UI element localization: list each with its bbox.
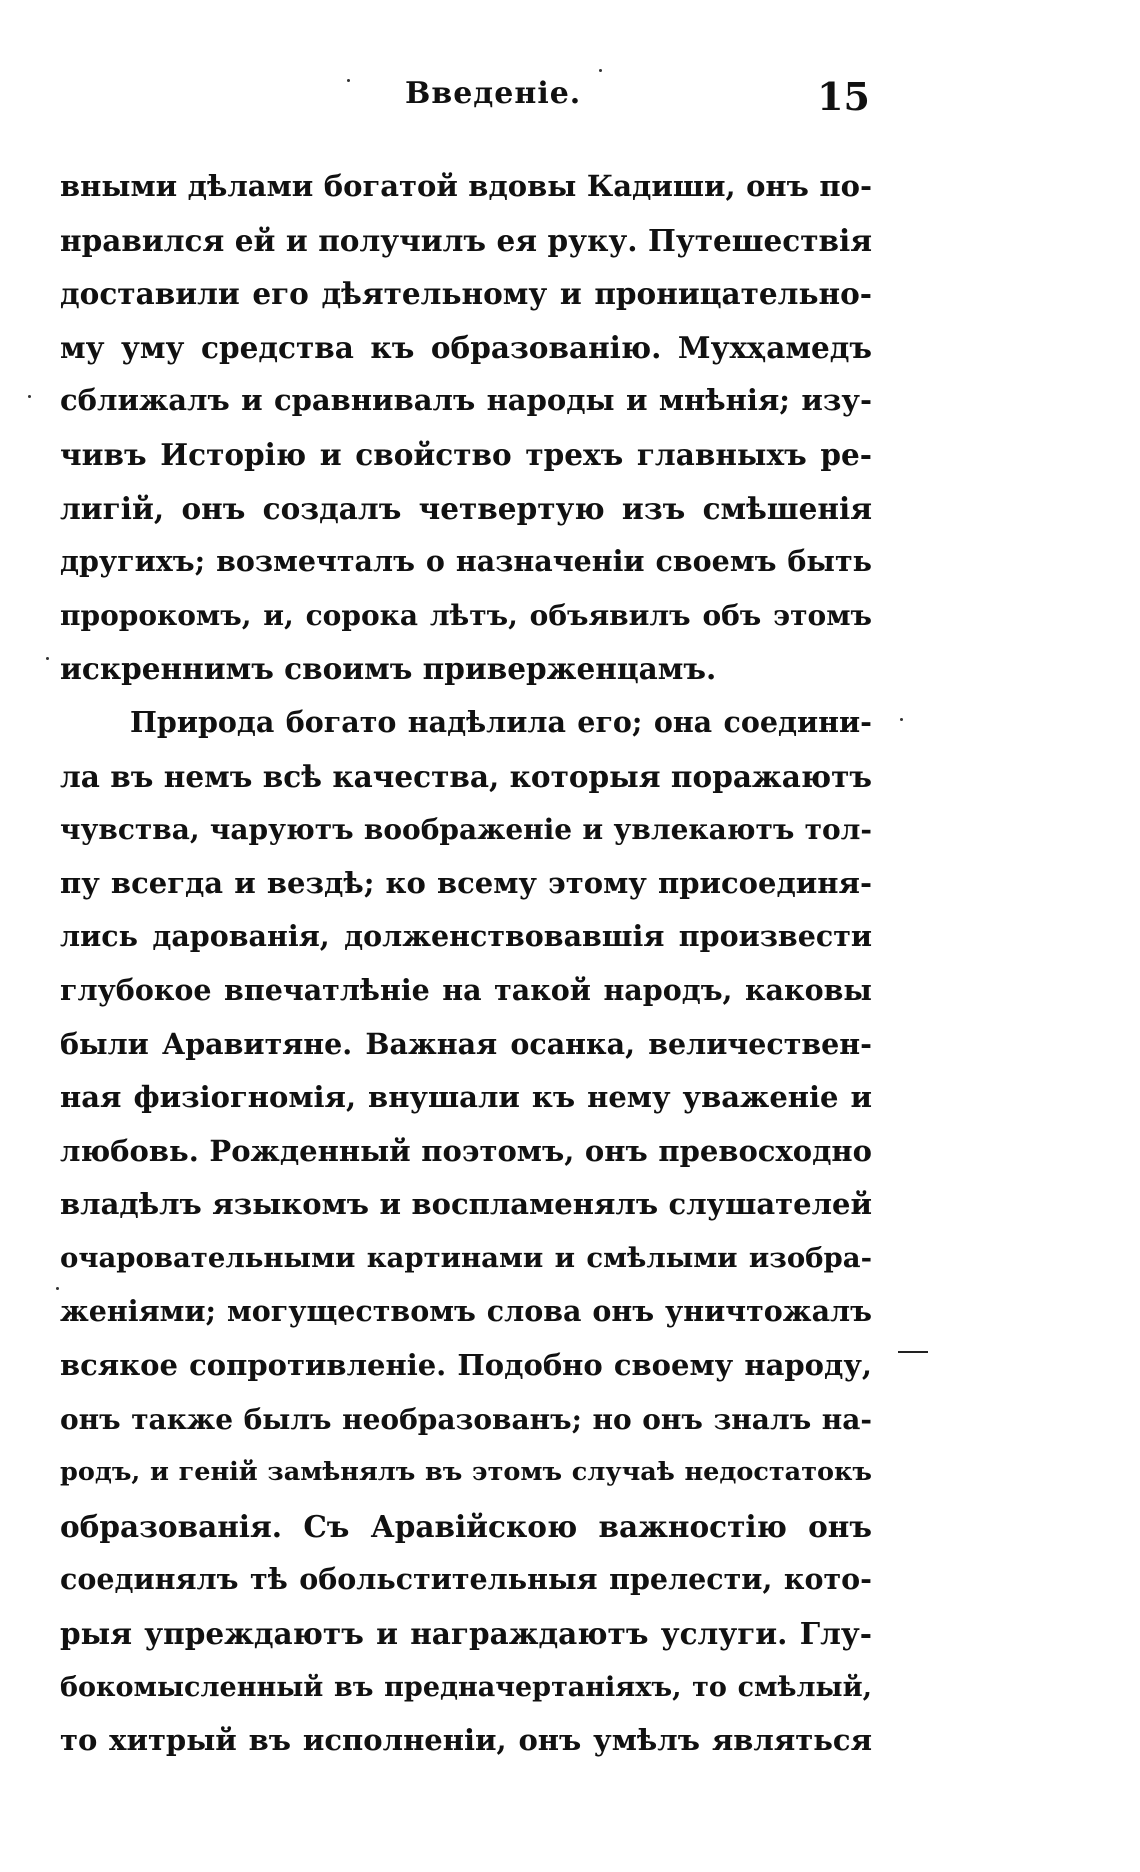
margin-dash-mark	[898, 1351, 928, 1353]
print-speck	[56, 1287, 59, 1290]
print-speck	[347, 79, 350, 82]
text-line: бокомысленный въ предначертаніяхъ, то смѣлый,	[60, 1671, 872, 1703]
text-line: лигій, онъ создалъ четвертую изъ смѣшенія	[60, 490, 872, 526]
text-line: всякое сопротивленіе. Подобно своему народу,	[60, 1348, 872, 1383]
text-line: женіями; могуществомъ слова онъ уничтожалъ	[60, 1294, 872, 1329]
text-line: искреннимъ своимъ приверженцамъ.	[60, 651, 717, 687]
running-head	[60, 76, 870, 126]
text-line: соединялъ тѣ обольстительныя прелести, кото-	[60, 1562, 872, 1597]
text-line: родъ, и геній замѣнялъ въ этомъ случаѣ недостатокъ	[60, 1457, 872, 1488]
text-line: му уму средства къ образованію. Мухҳамедъ	[60, 329, 872, 365]
text-line: сближалъ и сравнивалъ народы и мнѣнія; изу-	[60, 383, 872, 418]
body-text	[60, 160, 872, 1768]
text-line: были Аравитяне. Важная осанка, величествен-	[60, 1026, 872, 1061]
paragraph-start-line: Природа богато надѣлила его; она соедини-	[130, 704, 872, 739]
text-line: доставили его дѣятельному и проницательно-	[60, 276, 872, 312]
text-line: владѣлъ языкомъ и воспламенялъ слушателей	[60, 1187, 872, 1222]
text-line: пу всегда и вездѣ; ко всему этому присоединя-	[60, 865, 872, 900]
text-line: нравился ей и получилъ ея руку. Путешествія	[60, 222, 872, 258]
text-line: глубокое впечатлѣніе на такой народъ, каковы	[60, 972, 872, 1007]
text-line: ла въ немъ всѣ качества, которыя поражаютъ	[60, 758, 872, 794]
text-line: чувства, чаруютъ воображеніе и увлекаютъ тол-	[60, 813, 872, 847]
text-line: очаровательными картинами и смѣлыми изобра-	[60, 1241, 872, 1274]
running-head-title: Введеніе.	[405, 76, 582, 111]
text-line: чивъ Исторію и свойство трехъ главныхъ ре-	[60, 436, 872, 472]
text-line: любовь. Рожденный поэтомъ, онъ превосходно	[60, 1133, 872, 1168]
text-line: лись дарованія, долженствовавшія произвести	[60, 919, 872, 954]
page-number: 15	[817, 74, 870, 119]
text-line: вными дѣлами богатой вдовы Кадиши, онъ по-	[60, 169, 872, 203]
print-speck	[28, 395, 31, 398]
text-line: рыя упреждаютъ и награждаютъ услуги. Глу-	[60, 1616, 872, 1652]
text-line: то хитрый въ исполненіи, онъ умѣлъ являться	[60, 1723, 872, 1758]
print-speck	[46, 657, 49, 660]
print-speck	[599, 69, 602, 72]
text-line: ная физіогномія, внушали къ нему уваженіе и	[60, 1080, 872, 1115]
text-line: образованія. Съ Аравійскою важностію онъ	[60, 1508, 872, 1544]
text-line: онъ также былъ необразованъ; но онъ зналъ на-	[60, 1402, 872, 1436]
print-speck	[900, 718, 903, 721]
text-line: пророкомъ, и, сорока лѣтъ, объявилъ объ этомъ	[60, 598, 872, 632]
text-line: другихъ; возмечталъ о назначеніи своемъ быть	[60, 544, 872, 579]
